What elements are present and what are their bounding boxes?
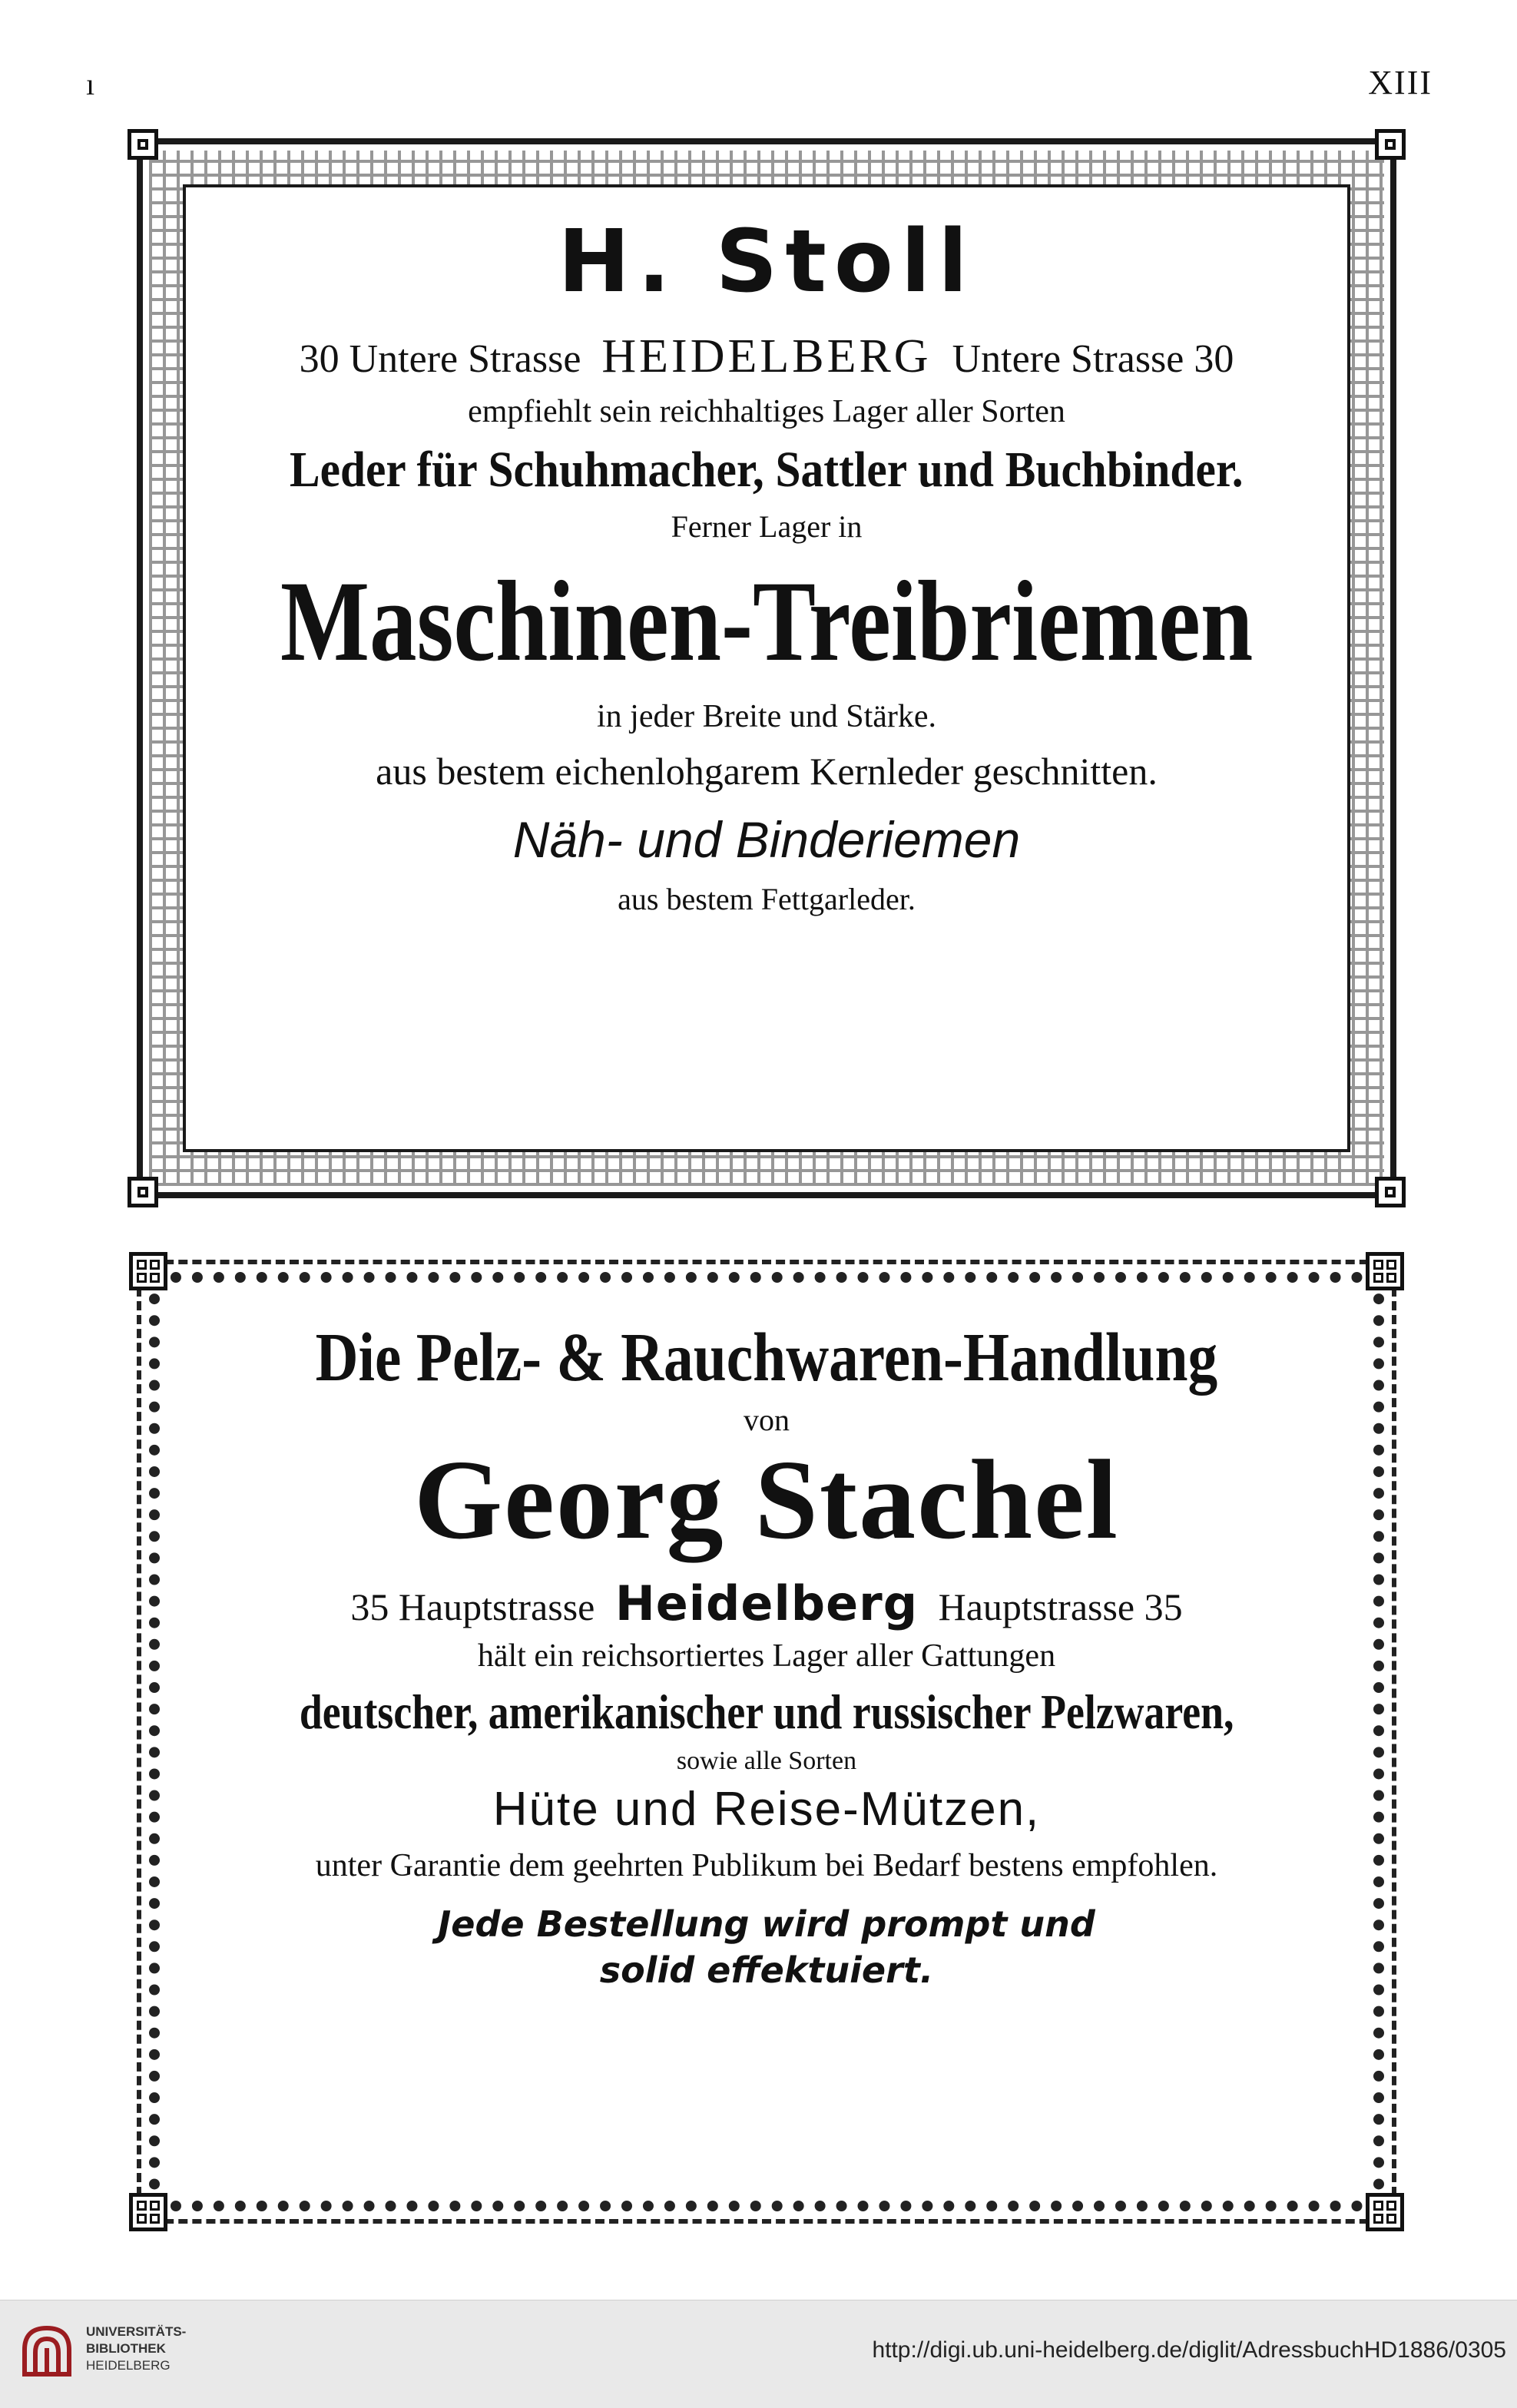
frame-corner-ornament <box>128 1177 158 1207</box>
owner-name: Georg Stachel <box>414 1437 1119 1563</box>
institution-line-2: BIBLIOTHEK <box>86 2341 166 2357</box>
fat-leather-text: aus bestem Fettgarleder. <box>618 881 916 916</box>
frame-corner-ornament <box>129 2193 167 2231</box>
oak-leather-text: aus bestem eichenlohgarem Kernleder geschnitten. <box>376 749 1158 793</box>
frame-corner-ornament <box>1366 1252 1404 1290</box>
by-text: von <box>744 1403 790 1437</box>
institution-line-1: UNIVERSITÄTS- <box>86 2324 187 2339</box>
order-note <box>438 1902 1095 1994</box>
ad-stoll <box>137 138 1396 1198</box>
address-left: 30 Untere Strasse <box>299 337 581 382</box>
institution-line-3: HEIDELBERG <box>86 2358 171 2373</box>
city-name: Heidelberg <box>614 1575 919 1632</box>
footer-bar <box>0 2300 1517 2408</box>
recommend-text: empfiehlt sein reichhaltiges Lager aller Sorten <box>468 394 1065 430</box>
address-line <box>350 1575 1182 1631</box>
address-left: 35 Hauptstrasse <box>350 1585 595 1629</box>
order-line-1: Jede Bestellung wird prompt und <box>438 1903 1095 1946</box>
company-name: H. Stoll <box>558 212 975 312</box>
frame-corner-ornament <box>128 129 158 160</box>
stock-text: hält ein reichsortiertes Lager aller Gattungen <box>477 1638 1056 1674</box>
frame-corner-ornament <box>1375 1177 1406 1207</box>
frame-corner-ornament <box>1375 129 1406 160</box>
address-right: Untere Strasse 30 <box>952 337 1234 382</box>
ad-stoll-content <box>183 184 1350 1152</box>
order-line-2: solid effektuiert. <box>599 1949 934 1991</box>
ad-stachel <box>137 1260 1396 2224</box>
ad-stachel-content <box>177 1310 1356 2184</box>
also-all-text: sowie alle Sorten <box>676 1747 857 1776</box>
belts-headline: Maschinen-Treibriemen <box>280 558 1254 686</box>
sewing-belts-headline: Näh- und Binderiemen <box>512 810 1021 868</box>
guarantee-text: unter Garantie dem geehrten Publikum bei Bedarf bestens empfohlen. <box>315 1848 1218 1884</box>
page-number: XIII <box>1368 64 1433 101</box>
leather-headline: Leder für Schuhmacher, Sattler und Buchbinder. <box>290 442 1244 498</box>
city-name: HEIDELBERG <box>601 330 932 383</box>
institution-name <box>86 2324 186 2374</box>
furs-headline: deutscher, amerikanischer und russischer Pelzwaren, <box>299 1684 1234 1740</box>
address-line <box>300 330 1234 384</box>
address-right: Hauptstrasse 35 <box>938 1585 1183 1629</box>
frame-corner-ornament <box>1366 2193 1404 2231</box>
frame-corner-ornament <box>129 1252 167 1290</box>
corner-mark: ı <box>86 67 95 101</box>
also-stock-text: Ferner Lager in <box>671 509 863 545</box>
source-url-link[interactable]: http://digi.ub.uni-heidelberg.de/diglit/AdressbuchHD1886/0305 <box>872 2337 1506 2363</box>
widths-text: in jeder Breite und Stärke. <box>596 698 937 734</box>
library-logo-icon <box>17 2320 77 2380</box>
shop-headline: Die Pelz- & Rauchwaren-Handlung <box>315 1320 1218 1396</box>
hats-headline: Hüte und Reise-Mützen, <box>492 1783 1041 1837</box>
